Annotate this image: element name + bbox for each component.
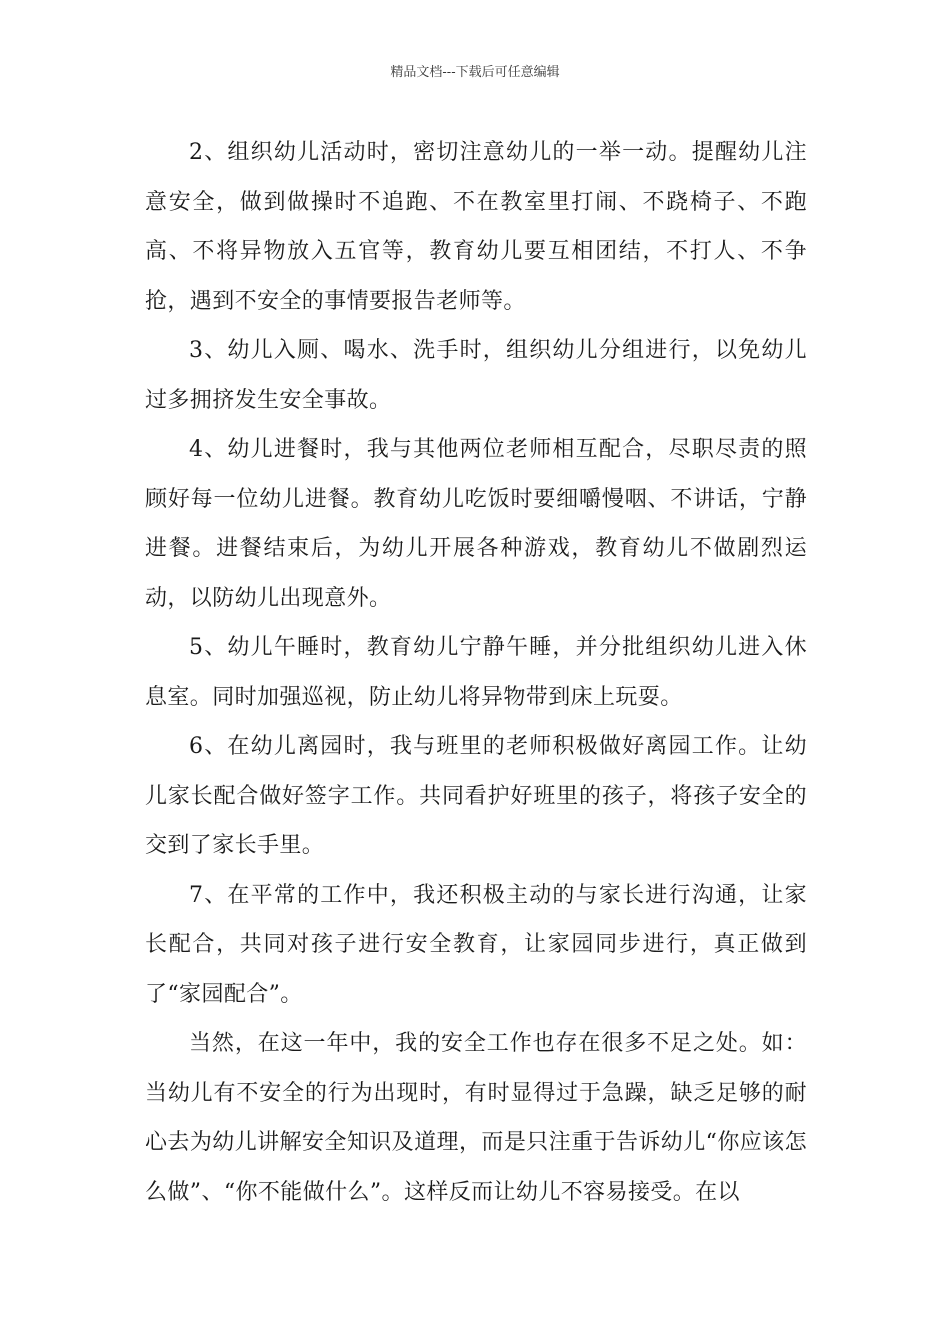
paragraph-item-5: 5、幼儿午睡时，教育幼儿宁静午睡，并分批组织幼儿进入休息室。同时加强巡视，防止幼儿将异物带到床上玩耍。: [145, 635, 807, 710]
paragraph-item-4: 4、幼儿进餐时，我与其他两位老师相互配合，尽职尽责的照顾好每一位幼儿进餐。教育幼儿吃饭时要细嚼慢咽、不讲话，宁静进餐。进餐结束后，为幼儿开展各种游戏，教育幼儿不做剧烈运动，以防幼儿出现意外。: [145, 437, 807, 611]
page-header: 精品文档---下载后可任意编辑: [390, 65, 560, 80]
paragraph-item-2: 2、组织幼儿活动时，密切注意幼儿的一举一动。提醒幼儿注意安全，做到做操时不追跑、不在教室里打闹、不跷椅子、不跑高、不将异物放入五官等，教育幼儿要互相团结，不打人、不争抢，遇到不安全的事情要报告老师等。: [145, 140, 807, 314]
paragraph-shortcomings: 当然，在这一年中，我的安全工作也存在很多不足之处。如：当幼儿有不安全的行为出现时，有时显得过于急躁，缺乏足够的耐心去为幼儿讲解安全知识及道理，而是只注重于告诉幼儿“你应该怎么做”、“你不能做什么”。这样反而让幼儿不容易接受。在以: [145, 1031, 807, 1205]
paragraph-item-3: 3、幼儿入厕、喝水、洗手时，组织幼儿分组进行，以免幼儿过多拥挤发生安全事故。: [145, 338, 807, 413]
paragraph-item-6: 6、在幼儿离园时，我与班里的老师积极做好离园工作。让幼儿家长配合做好签字工作。共同看护好班里的孩子，将孩子安全的交到了家长手里。: [145, 734, 807, 858]
paragraph-item-7: 7、在平常的工作中，我还积极主动的与家长进行沟通，让家长配合，共同对孩子进行安全教育，让家园同步进行，真正做到了“家园配合”。: [145, 882, 807, 1007]
document-body: [145, 128, 807, 1217]
